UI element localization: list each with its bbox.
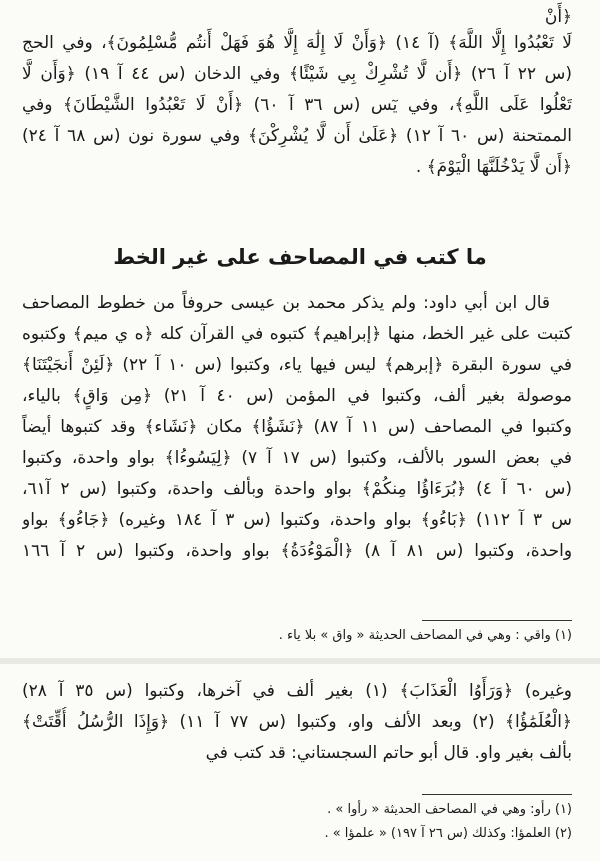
text-line: في سورة البقرة ﴿إبرهم﴾ ليس فيها ياء، وكتبوا (س ١٠ آ ٢٢) ﴿لَئِنْ أَنجَيْتَنَا﴾ xyxy=(22,355,572,375)
footnote: (١) رأو: وهي في المصاحف الحديثة « رأوا » . xyxy=(327,802,572,817)
text-line: كتبت على غير الخط، منها ﴿إبراهيم﴾ كتبوه في القرآن كله ﴿ه ي ميم﴾ وكتبوه xyxy=(22,324,572,344)
text-line: في بعض السور بالألف، وكتبوا (س ١٧ آ ٧) ﴿لِيَسُوءُا﴾ بواو واحدة، وكتبوا xyxy=(22,448,572,468)
footnote-separator xyxy=(422,620,572,621)
text-line: ﴿أَن لَّا يَدْخُلَنَّهَا الْيَوْمَ﴾ . xyxy=(415,157,572,177)
paragraph-continuation xyxy=(22,676,572,769)
text-line: بألف بغير واو. قال أبو حاتم السجستاني: قد كتب في xyxy=(205,743,572,763)
text-line: ﴿الْعُلَمَٰؤُا﴾ (٢) وبعد الألف واو، وكتبوا (س ٧٧ آ ١١) ﴿وَإِذَا الرُّسُلُ أُقِّتَتْ﴾ xyxy=(22,712,572,732)
footnote: (٢) العلمؤا: وكذلك (س ٢٦ آ ١٩٧) « علمؤا » . xyxy=(324,826,572,841)
scan-divider xyxy=(0,658,600,664)
section-heading: ما كتب في المصاحف على غير الخط xyxy=(113,245,487,269)
text-line: وكتبوا في المصاحف (س ١١ آ ٨٧) ﴿نَشَؤُا﴾ مكان ﴿نَشَاء﴾ وقد كتبوها أيضاً xyxy=(22,417,572,437)
text-line: واحدة، وكتبوا (س ٨١ آ ٨) ﴿الْمَوْءُدَةُ﴾ بواو واحدة، وكتبوا (س ٢ آ ١٦٦ xyxy=(22,541,572,561)
text-line: تَعْلُوا عَلَى اللَّهِ﴾، وفي يٓس (س ٣٦ آ ٦٠) ﴿أَنْ لَا تَعْبُدُوا الشَّيْطَانَ﴾ وفي xyxy=(22,95,572,115)
paragraph-orthography xyxy=(22,288,572,567)
footnote: (١) واقي : وهي في المصاحف الحديثة « واق » بلا ياء . xyxy=(278,628,572,643)
text-line: (س ٢٢ آ ٢٦) ﴿أَن لَّا تُشْرِكْ بِي شَيْئًا﴾ وفي الدخان (س ٤٤ آ ١٩) ﴿وَأَن لَّا xyxy=(22,64,572,84)
text-line: قال ابن أبي داود: ولم يذكر محمد بن عيسى حروفاً من خطوط المصاحف xyxy=(22,293,550,313)
text-line: وغيره) ﴿وَرَأَوُا الْعَذَابَ﴾ (١) بغير ألف في آخرها، وكتبوا (س ٣٥ آ ٢٨) xyxy=(22,681,572,701)
footnotes-section-2 xyxy=(22,798,572,846)
text-line: موصولة بغير ألف، وكتبوا في المؤمن (س ٤٠ آ ٢١) ﴿مِن وَاقٍ﴾ بالياء، xyxy=(22,386,572,406)
footnote-separator xyxy=(422,794,572,795)
paragraph-verses xyxy=(22,28,572,183)
text-line: الممتحنة (س ٦٠ آ ١٢) ﴿عَلَىٰ أَن لَّا يُشْرِكْنَ﴾ وفي سورة نون (س ٦٨ آ ٢٤) xyxy=(22,126,572,146)
text-line: س ٣ آ ١١٢) ﴿بَاءُو﴾ بواو واحدة، وكتبوا (س ٣ آ ١٨٤ وغيره) ﴿جَاءُو﴾ بواو xyxy=(22,510,572,530)
verse-fragment-top: ﴿أَنْ xyxy=(544,7,572,27)
footnotes-section-1 xyxy=(22,624,572,648)
text-line: لَا تَعْبُدُوا إِلَّا اللَّهَ﴾ (آ ١٤) ﴿وَأَنْ لَا إِلَٰهَ إِلَّا هُوَ فَهَلْ أَنتُم مُّسْلِمُونَ﴾، وفي الحج xyxy=(22,33,572,53)
text-line: (س ٦٠ آ ٤) ﴿بُرَءَاؤُا مِنكُمْ﴾ بواو واحدة وبألف واحدة، وكتبوا (س ٢ آ٦١، xyxy=(22,479,572,499)
